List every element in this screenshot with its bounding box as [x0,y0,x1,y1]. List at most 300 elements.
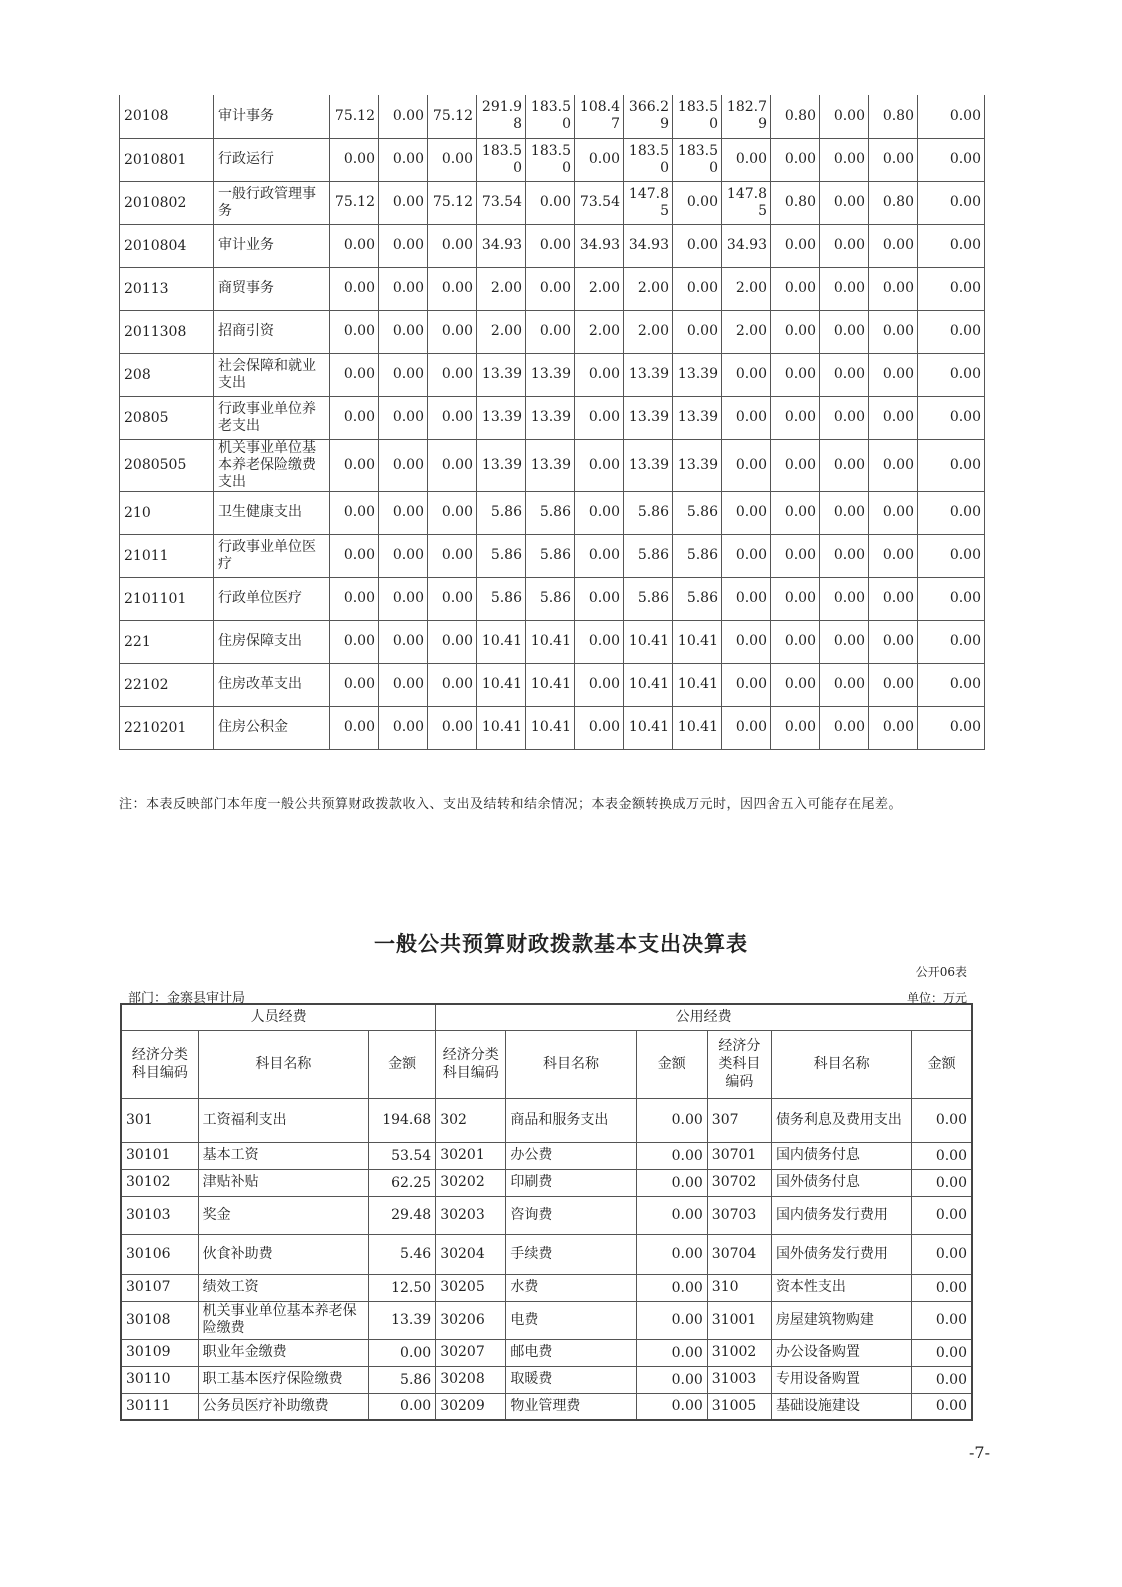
subject-code: 20113 [120,267,214,310]
amount-cell: 12.50 [369,1274,436,1301]
table-row [121,1339,972,1366]
amount-cell: 0.00 [722,534,771,577]
subject-name: 行政事业单位养老支出 [214,396,330,439]
amount-cell: 0.00 [379,534,428,577]
amount-cell: 0.00 [820,138,869,181]
department-label: 部门：金寨县审计局 [128,991,246,1006]
amount-cell: 5.86 [477,534,526,577]
subject-name: 社会保障和就业支出 [214,353,330,396]
amount-cell: 62.25 [369,1169,436,1196]
amount-cell: 75.12 [428,181,477,224]
amount-cell: 0.00 [918,353,985,396]
amount-cell: 2.00 [624,267,673,310]
amount-cell: 13.39 [526,439,575,491]
amount-cell: 29.48 [369,1196,436,1234]
amount-cell: 0.00 [771,353,820,396]
subject-code: 30207 [436,1339,506,1366]
amount-cell: 0.00 [771,224,820,267]
amount-cell: 0.00 [636,1196,707,1234]
table-row [120,620,985,663]
subject-name: 机关事业单位基本养老保险缴费 [198,1301,368,1339]
amount-cell: 10.41 [624,663,673,706]
amount-cell: 10.41 [624,706,673,749]
amount-cell: 0.00 [369,1339,436,1366]
amount-cell: 0.00 [771,577,820,620]
amount-cell: 0.00 [673,310,722,353]
amount-cell: 0.00 [673,224,722,267]
subject-name: 国内债务发行费用 [771,1196,911,1234]
amount-cell: 13.39 [624,439,673,491]
subject-name: 物业管理费 [506,1393,636,1420]
subject-name: 房屋建筑物购建 [771,1301,911,1339]
table-row [121,1142,972,1169]
group-public-header: 公用经费 [436,1004,972,1030]
amount-cell: 0.00 [330,224,379,267]
amount-cell: 5.86 [369,1366,436,1393]
amount-cell: 0.00 [869,534,918,577]
table-row [121,1393,972,1420]
subject-code: 31003 [707,1366,771,1393]
amount-cell: 0.00 [820,534,869,577]
amount-cell: 10.41 [526,663,575,706]
amount-cell: 5.86 [673,534,722,577]
amount-cell: 0.00 [379,491,428,534]
amount-cell: 0.00 [722,577,771,620]
amount-cell: 5.86 [477,577,526,620]
amount-cell: 0.00 [918,577,985,620]
amount-cell: 0.00 [673,267,722,310]
amount-cell: 0.00 [918,181,985,224]
amount-cell: 5.86 [624,491,673,534]
subject-name: 专用设备购置 [771,1366,911,1393]
amount-cell: 75.12 [428,95,477,138]
amount-cell: 13.39 [526,396,575,439]
amount-cell: 0.00 [379,138,428,181]
subject-code: 31005 [707,1393,771,1420]
subject-name: 国外债务付息 [771,1169,911,1196]
subject-code: 30201 [436,1142,506,1169]
amount-cell: 0.00 [820,224,869,267]
subject-code: 30110 [121,1366,198,1393]
amount-cell: 0.00 [330,267,379,310]
amount-cell: 0.00 [820,491,869,534]
amount-cell: 10.41 [477,620,526,663]
subject-code: 30704 [707,1234,771,1274]
amount-cell: 0.00 [771,396,820,439]
amount-cell: 0.00 [869,267,918,310]
amount-cell: 0.00 [771,310,820,353]
upper-expenditure-table [119,95,985,750]
subject-code: 302 [436,1098,506,1142]
amount-cell: 0.00 [575,491,624,534]
page-number: -7- [969,1443,990,1462]
amount-cell: 10.41 [526,706,575,749]
amount-cell: 147.85 [624,181,673,224]
table-row [120,224,985,267]
subject-name: 债务利息及费用支出 [771,1098,911,1142]
subject-name: 行政运行 [214,138,330,181]
subject-code: 310 [707,1274,771,1301]
amount-cell: 147.85 [722,181,771,224]
amount-cell: 0.00 [379,95,428,138]
amount-cell: 0.00 [369,1393,436,1420]
header-code: 经济分类科目编码 [121,1030,198,1098]
amount-cell: 13.39 [624,396,673,439]
amount-cell: 0.00 [330,491,379,534]
amount-cell: 0.00 [912,1196,972,1234]
amount-cell: 0.00 [575,534,624,577]
amount-cell: 0.00 [330,534,379,577]
amount-cell: 0.00 [722,353,771,396]
amount-cell: 0.00 [379,620,428,663]
subject-name: 基本工资 [198,1142,368,1169]
amount-cell: 10.41 [526,620,575,663]
amount-cell: 5.86 [673,577,722,620]
subject-code: 30204 [436,1234,506,1274]
amount-cell: 0.00 [636,1169,707,1196]
amount-cell: 13.39 [369,1301,436,1339]
amount-cell: 0.00 [575,706,624,749]
amount-cell: 0.00 [575,663,624,706]
amount-cell: 0.00 [722,138,771,181]
header-code: 经济分类科目编码 [707,1030,771,1098]
table-row [120,181,985,224]
subject-code: 30206 [436,1301,506,1339]
amount-cell: 10.41 [477,706,526,749]
amount-cell: 0.00 [918,706,985,749]
amount-cell: 0.00 [428,663,477,706]
subject-name: 行政事业单位医疗 [214,534,330,577]
amount-cell: 0.00 [869,310,918,353]
amount-cell: 0.00 [330,396,379,439]
amount-cell: 194.68 [369,1098,436,1142]
amount-cell: 0.00 [575,439,624,491]
amount-cell: 0.00 [428,491,477,534]
subject-name: 行政单位医疗 [214,577,330,620]
subject-name: 一般行政管理事务 [214,181,330,224]
amount-cell: 0.00 [526,181,575,224]
amount-cell: 13.39 [624,353,673,396]
subject-name: 电费 [506,1301,636,1339]
amount-cell: 0.00 [918,138,985,181]
amount-cell: 0.00 [820,577,869,620]
subject-name: 办公费 [506,1142,636,1169]
amount-cell: 0.00 [722,439,771,491]
amount-cell: 0.80 [771,95,820,138]
amount-cell: 0.00 [918,620,985,663]
table-note: 注：本表反映部门本年度一般公共预算财政拨款收入、支出及结转和结余情况；本表金额转换成万元时，因四舍五入可能存在尾差。 [119,797,903,812]
amount-cell: 0.80 [869,95,918,138]
amount-cell: 0.00 [428,224,477,267]
amount-cell: 34.93 [575,224,624,267]
amount-cell: 0.00 [636,1393,707,1420]
amount-cell: 2.00 [477,267,526,310]
amount-cell: 5.86 [624,534,673,577]
header-name: 科目名称 [198,1030,368,1098]
amount-cell: 0.00 [820,620,869,663]
subject-name: 绩效工资 [198,1274,368,1301]
subject-code: 30209 [436,1393,506,1420]
amount-cell: 0.00 [428,138,477,181]
subject-code: 210 [120,491,214,534]
amount-cell: 0.00 [636,1142,707,1169]
amount-cell: 0.00 [918,310,985,353]
amount-cell: 108.47 [575,95,624,138]
amount-cell: 0.00 [722,620,771,663]
amount-cell: 75.12 [330,95,379,138]
amount-cell: 0.00 [428,353,477,396]
subject-code: 30107 [121,1274,198,1301]
amount-cell: 34.93 [477,224,526,267]
amount-cell: 0.00 [428,396,477,439]
subject-code: 30106 [121,1234,198,1274]
amount-cell: 0.00 [636,1234,707,1274]
amount-cell: 0.00 [428,706,477,749]
amount-cell: 366.29 [624,95,673,138]
amount-cell: 0.00 [428,439,477,491]
amount-cell: 0.00 [722,396,771,439]
amount-cell: 0.00 [428,310,477,353]
subject-name: 资本性支出 [771,1274,911,1301]
header-name: 科目名称 [506,1030,636,1098]
subject-code: 30101 [121,1142,198,1169]
amount-cell: 0.00 [918,491,985,534]
table-row [120,439,985,491]
subject-name: 基础设施建设 [771,1393,911,1420]
subject-name: 住房保障支出 [214,620,330,663]
subject-name: 招商引资 [214,310,330,353]
amount-cell: 0.00 [575,396,624,439]
amount-cell: 0.00 [330,138,379,181]
amount-cell: 0.00 [575,620,624,663]
table-row [121,1169,972,1196]
amount-cell: 5.46 [369,1234,436,1274]
amount-cell: 0.00 [820,663,869,706]
amount-cell: 0.00 [918,224,985,267]
amount-cell: 0.00 [912,1234,972,1274]
amount-cell: 0.00 [771,663,820,706]
subject-name: 住房公积金 [214,706,330,749]
table-row [120,663,985,706]
amount-cell: 53.54 [369,1142,436,1169]
amount-cell: 0.00 [912,1142,972,1169]
subject-code: 30203 [436,1196,506,1234]
amount-cell: 0.00 [636,1098,707,1142]
header-amount: 金额 [912,1030,972,1098]
amount-cell: 0.00 [379,577,428,620]
amount-cell: 0.00 [869,138,918,181]
amount-cell: 183.50 [673,95,722,138]
header-amount: 金额 [369,1030,436,1098]
amount-cell: 0.00 [918,396,985,439]
amount-cell: 0.00 [330,663,379,706]
subject-code: 221 [120,620,214,663]
amount-cell: 0.00 [330,310,379,353]
amount-cell: 0.00 [379,310,428,353]
amount-cell: 0.00 [526,224,575,267]
amount-cell: 2.00 [575,310,624,353]
subject-code: 2011308 [120,310,214,353]
amount-cell: 2.00 [722,267,771,310]
amount-cell: 73.54 [477,181,526,224]
table-row [121,1301,972,1339]
amount-cell: 0.00 [820,267,869,310]
amount-cell: 0.00 [379,224,428,267]
amount-cell: 0.00 [771,534,820,577]
subject-name: 手续费 [506,1234,636,1274]
amount-cell: 0.00 [526,267,575,310]
amount-cell: 0.00 [869,224,918,267]
table-number: 公开06表 [915,965,967,979]
amount-cell: 0.00 [869,396,918,439]
amount-cell: 0.80 [869,181,918,224]
subject-name: 邮电费 [506,1339,636,1366]
amount-cell: 5.86 [526,491,575,534]
subject-name: 工资福利支出 [198,1098,368,1142]
subject-code: 30102 [121,1169,198,1196]
subject-code: 2101101 [120,577,214,620]
amount-cell: 0.00 [771,706,820,749]
table-row [120,534,985,577]
unit-label: 单位：万元 [906,991,967,1005]
header-amount: 金额 [636,1030,707,1098]
amount-cell: 13.39 [673,353,722,396]
amount-cell: 13.39 [526,353,575,396]
amount-cell: 0.00 [912,1098,972,1142]
table-row [121,1234,972,1274]
amount-cell: 0.00 [918,95,985,138]
amount-cell: 0.00 [912,1393,972,1420]
amount-cell: 183.50 [526,138,575,181]
amount-cell: 0.00 [771,267,820,310]
table-row [120,396,985,439]
subject-name: 取暖费 [506,1366,636,1393]
subject-name: 办公设备购置 [771,1339,911,1366]
table-row [120,95,985,138]
subject-code: 30108 [121,1301,198,1339]
amount-cell: 0.00 [330,706,379,749]
amount-cell: 0.00 [722,491,771,534]
subject-code: 2010802 [120,181,214,224]
amount-cell: 0.00 [820,706,869,749]
amount-cell: 0.00 [869,577,918,620]
amount-cell: 0.00 [820,310,869,353]
amount-cell: 183.50 [624,138,673,181]
table-row [120,706,985,749]
amount-cell: 0.00 [379,439,428,491]
amount-cell: 13.39 [477,353,526,396]
subject-name: 水费 [506,1274,636,1301]
amount-cell: 0.00 [379,663,428,706]
amount-cell: 2.00 [722,310,771,353]
amount-cell: 0.00 [330,620,379,663]
amount-cell: 0.00 [820,353,869,396]
subject-name: 机关事业单位基本养老保险缴费支出 [214,439,330,491]
subject-code: 22102 [120,663,214,706]
table-row [120,577,985,620]
amount-cell: 2.00 [477,310,526,353]
table-row [120,491,985,534]
amount-cell: 0.00 [636,1274,707,1301]
amount-cell: 0.00 [379,706,428,749]
subject-name: 奖金 [198,1196,368,1234]
table-row [121,1098,972,1142]
subject-name: 住房改革支出 [214,663,330,706]
table-row [120,138,985,181]
amount-cell: 5.86 [477,491,526,534]
subject-code: 30202 [436,1169,506,1196]
amount-cell: 0.00 [428,267,477,310]
subject-name: 职工基本医疗保险缴费 [198,1366,368,1393]
subject-name: 咨询费 [506,1196,636,1234]
subject-code: 208 [120,353,214,396]
subject-name: 公务员医疗补助缴费 [198,1393,368,1420]
amount-cell: 0.00 [869,353,918,396]
amount-cell: 0.00 [820,439,869,491]
amount-cell: 0.00 [820,95,869,138]
table-row [120,310,985,353]
amount-cell: 0.00 [912,1366,972,1393]
amount-cell: 291.98 [477,95,526,138]
subject-name: 卫生健康支出 [214,491,330,534]
subject-code: 307 [707,1098,771,1142]
amount-cell: 10.41 [673,706,722,749]
page-title: 一般公共预算财政拨款基本支出决算表 [374,932,748,956]
subject-code: 30205 [436,1274,506,1301]
subject-code: 30208 [436,1366,506,1393]
table-row [120,267,985,310]
subject-name: 审计业务 [214,224,330,267]
subject-code: 30702 [707,1169,771,1196]
subject-code: 31001 [707,1301,771,1339]
amount-cell: 2.00 [575,267,624,310]
amount-cell: 0.00 [869,620,918,663]
amount-cell: 0.00 [526,310,575,353]
amount-cell: 0.00 [918,663,985,706]
amount-cell: 0.00 [771,138,820,181]
amount-cell: 5.86 [673,491,722,534]
amount-cell: 0.00 [379,267,428,310]
amount-cell: 0.00 [869,439,918,491]
subject-name: 国内债务付息 [771,1142,911,1169]
amount-cell: 0.00 [771,491,820,534]
amount-cell: 0.00 [575,353,624,396]
amount-cell: 10.41 [673,620,722,663]
amount-cell: 0.00 [869,663,918,706]
header-name: 科目名称 [771,1030,911,1098]
amount-cell: 0.00 [869,706,918,749]
group-personnel-header: 人员经费 [121,1004,436,1030]
amount-cell: 0.00 [912,1301,972,1339]
amount-cell: 0.00 [330,439,379,491]
table-row [120,353,985,396]
amount-cell: 0.00 [379,396,428,439]
subject-name: 国外债务发行费用 [771,1234,911,1274]
subject-code: 30103 [121,1196,198,1234]
amount-cell: 2.00 [624,310,673,353]
amount-cell: 183.50 [673,138,722,181]
amount-cell: 0.00 [918,267,985,310]
amount-cell: 0.80 [771,181,820,224]
header-code: 经济分类科目编码 [436,1030,506,1098]
amount-cell: 0.00 [379,181,428,224]
amount-cell: 0.00 [771,439,820,491]
amount-cell: 13.39 [477,439,526,491]
subject-name: 印刷费 [506,1169,636,1196]
subject-code: 2010801 [120,138,214,181]
amount-cell: 5.86 [526,534,575,577]
amount-cell: 10.41 [477,663,526,706]
